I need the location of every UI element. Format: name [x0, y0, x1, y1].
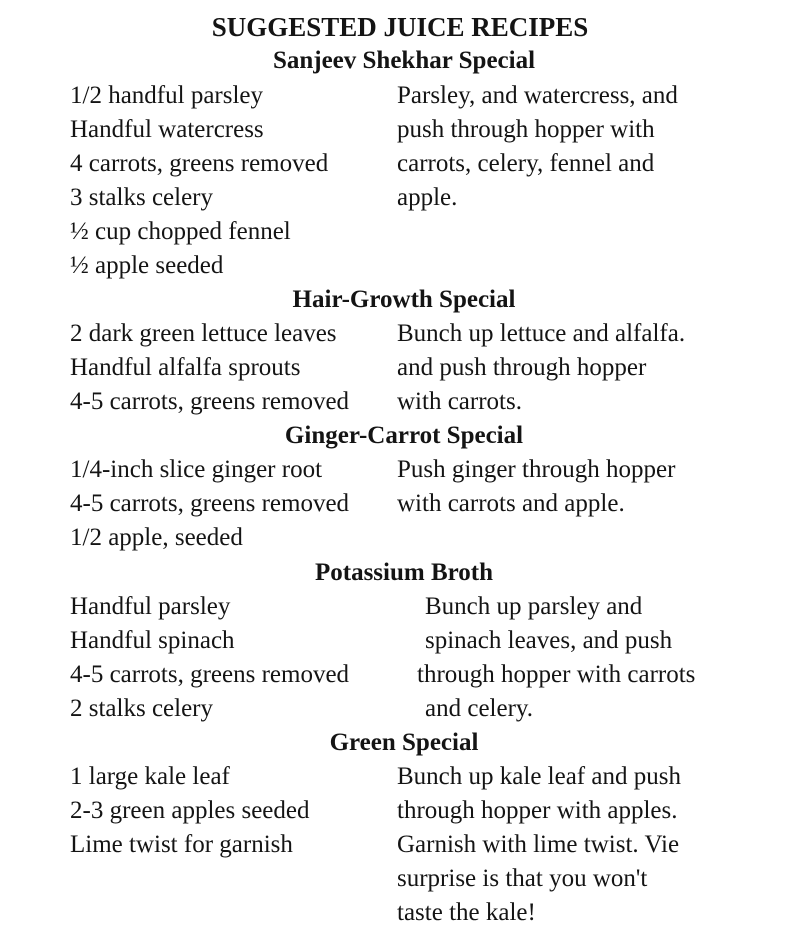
- instruction-line: through hopper with apples.: [397, 797, 678, 824]
- ingredient-line: 1 large kale leaf: [70, 763, 230, 790]
- instruction-line: carrots, celery, fennel and: [397, 150, 655, 177]
- ingredient-line: 2 dark green lettuce leaves: [70, 320, 337, 347]
- recipe-heading-hair-growth-special: Hair-Growth Special: [292, 286, 516, 313]
- instruction-line: Parsley, and watercress, and: [397, 82, 678, 109]
- ingredient-line: Handful alfalfa sprouts: [70, 354, 301, 381]
- instruction-line: spinach leaves, and push: [425, 627, 673, 654]
- ingredient-line: 1/4-inch slice ginger root: [70, 456, 323, 483]
- instruction-line: through hopper with carrots: [417, 661, 696, 688]
- instruction-line: push through hopper with: [397, 116, 655, 143]
- instruction-line: with carrots and apple.: [397, 490, 625, 517]
- instruction-line: with carrots.: [397, 388, 522, 415]
- instruction-line: surprise is that you won't: [397, 865, 648, 892]
- instruction-line: and push through hopper: [397, 354, 647, 381]
- ingredient-line: ½ cup chopped fennel: [70, 218, 291, 245]
- ingredient-line: 1/2 apple, seeded: [70, 524, 243, 551]
- ingredient-line: Lime twist for garnish: [70, 831, 293, 858]
- recipe-heading-sanjeev-shekhar-special: Sanjeev Shekhar Special: [272, 47, 536, 74]
- instruction-line: Bunch up lettuce and alfalfa.: [397, 320, 686, 347]
- instruction-line: taste the kale!: [397, 899, 536, 926]
- ingredient-line: Handful watercress: [70, 116, 264, 143]
- recipe-heading-ginger-carrot-special: Ginger-Carrot Special: [284, 422, 524, 449]
- instruction-line: Bunch up parsley and: [425, 593, 643, 620]
- ingredient-line: 1/2 handful parsley: [70, 82, 264, 109]
- instruction-line: Garnish with lime twist. Vie: [397, 831, 680, 858]
- ingredient-line: 3 stalks celery: [70, 184, 214, 211]
- instruction-line: Push ginger through hopper: [397, 456, 676, 483]
- ingredient-line: 2-3 green apples seeded: [70, 797, 310, 824]
- ingredient-line: Handful spinach: [70, 627, 235, 654]
- ingredient-line: 2 stalks celery: [70, 695, 214, 722]
- recipe-heading-green-special: Green Special: [329, 729, 479, 756]
- ingredient-line: 4-5 carrots, greens removed: [70, 388, 350, 415]
- page-title: SUGGESTED JUICE RECIPES: [211, 12, 589, 42]
- instruction-line: and celery.: [425, 695, 534, 722]
- ingredient-line: ½ apple seeded: [70, 252, 224, 279]
- ingredient-line: 4-5 carrots, greens removed: [70, 490, 350, 517]
- ingredient-line: 4-5 carrots, greens removed: [70, 661, 350, 688]
- instruction-line: Bunch up kale leaf and push: [397, 763, 681, 790]
- instruction-line: apple.: [397, 184, 458, 211]
- recipe-heading-potassium-broth: Potassium Broth: [314, 559, 494, 586]
- ingredient-line: Handful parsley: [70, 593, 231, 620]
- ingredient-line: 4 carrots, greens removed: [70, 150, 329, 177]
